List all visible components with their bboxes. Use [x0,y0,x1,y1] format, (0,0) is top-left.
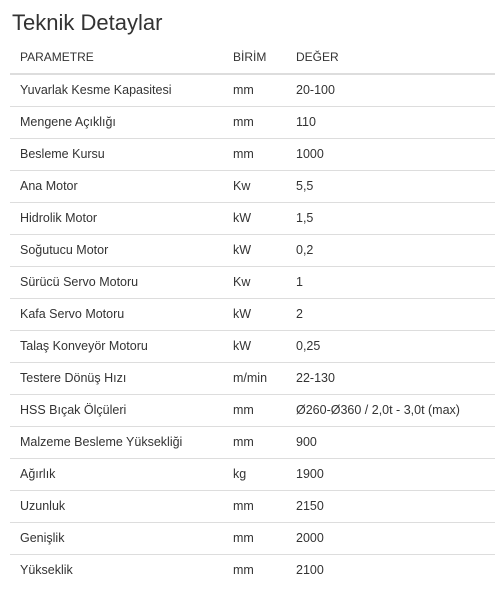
parameter-cell: Mengene Açıklığı [10,107,223,139]
value-cell: 900 [286,427,495,459]
parameter-cell: Hidrolik Motor [10,203,223,235]
table-row [10,171,495,203]
parameter-cell: HSS Bıçak Ölçüleri [10,395,223,427]
section-title: Teknik Detaylar [12,10,163,35]
value-cell: 1,5 [286,203,495,235]
table-row [10,427,495,459]
table-row [10,363,495,395]
table-row [10,107,495,139]
value-cell: 20-100 [286,74,495,107]
value-cell: Ø260-Ø360 / 2,0t - 3,0t (max) [286,395,495,427]
table-row [10,267,495,299]
unit-cell: kW [223,235,286,267]
parameter-cell: Ağırlık [10,459,223,491]
parameter-cell: Yuvarlak Kesme Kapasitesi [10,74,223,107]
parameter-cell: Ana Motor [10,171,223,203]
unit-cell: kW [223,299,286,331]
value-cell: 0,25 [286,331,495,363]
unit-cell: mm [223,395,286,427]
unit-cell: mm [233,563,254,577]
table-row [10,555,495,587]
value-cell: 2000 [286,523,495,555]
parameter-cell: Malzeme Besleme Yüksekliği [10,427,223,459]
header-value: DEĞER [286,42,495,74]
unit-cell: kg [223,459,286,491]
table-row [10,459,495,491]
value-cell: 110 [286,107,495,139]
unit-cell: Kw [223,267,286,299]
unit-cell: kW [223,203,286,235]
table-row [10,235,495,267]
value-cell: 2150 [286,491,495,523]
parameter-cell: Uzunluk [10,491,223,523]
table-row [10,74,495,107]
unit-cell: Kw [223,171,286,203]
table-row [10,139,495,171]
parameter-cell: Genişlik [10,523,223,555]
specs-table-body [10,74,495,586]
value-cell: 2 [286,299,495,331]
specs-table [10,42,495,586]
unit-cell: mm [223,74,286,107]
unit-cell: m/min [223,363,286,395]
parameter-cell: Kafa Servo Motoru [10,299,223,331]
header-row [10,42,495,74]
header-parameter: PARAMETRE [10,42,223,74]
unit-cell: mm [223,523,286,555]
table-row [10,203,495,235]
table-row [10,491,495,523]
value-cell: 0,2 [286,235,495,267]
parameter-cell: Testere Dönüş Hızı [10,363,223,395]
parameter-cell: Besleme Kursu [10,139,223,171]
value-cell: 1 [286,267,495,299]
unit-cell: mm [223,491,286,523]
table-row [10,331,495,363]
parameter-cell: Soğutucu Motor [10,235,223,267]
value-cell: 22-130 [286,363,495,395]
table-row [10,523,495,555]
unit-cell: mm [223,427,286,459]
parameter-cell: Yükseklik [20,563,73,577]
table-row [10,299,495,331]
parameter-cell: Talaş Konveyör Motoru [10,331,223,363]
value-cell: 2100 [296,563,324,577]
value-cell: 5,5 [286,171,495,203]
unit-cell: mm [223,107,286,139]
header-unit: BİRİM [223,42,286,74]
table-row [10,395,495,427]
value-cell: 1900 [286,459,495,491]
value-cell: 1000 [286,139,495,171]
specs-table-header [10,42,495,74]
unit-cell: kW [223,331,286,363]
unit-cell: mm [223,139,286,171]
parameter-cell: Sürücü Servo Motoru [10,267,223,299]
